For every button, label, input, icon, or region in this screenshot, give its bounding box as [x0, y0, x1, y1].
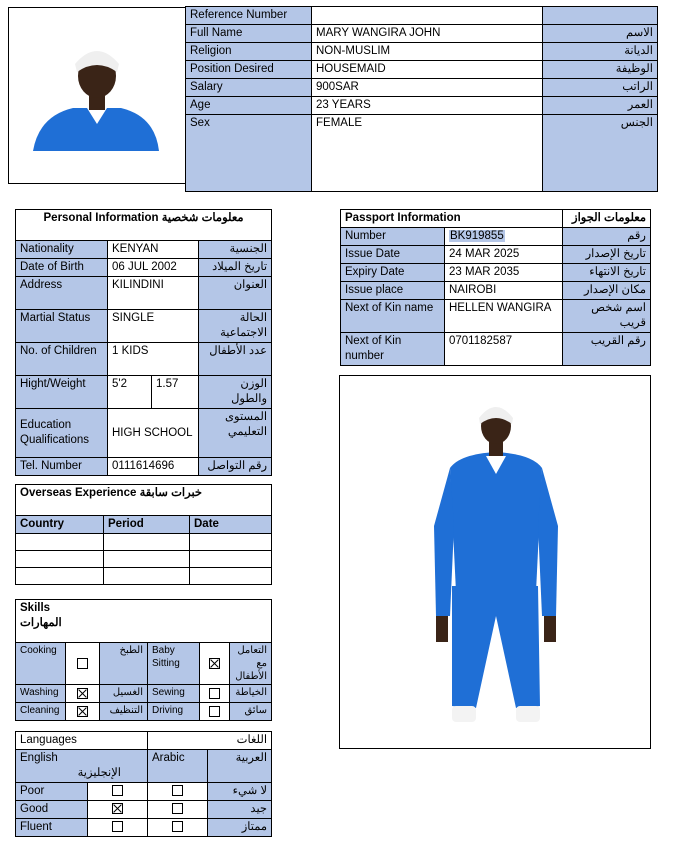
skill-sewing-ar: الخياطة [230, 685, 272, 703]
header-info-table [185, 6, 658, 192]
value-marital: SINGLE [108, 310, 199, 343]
value-expiry-date: 23 MAR 2035 [445, 264, 563, 282]
col-date: Date [190, 516, 272, 534]
level-good-ar: جيد [208, 801, 272, 819]
label-salary: Salary [186, 79, 312, 97]
table-cell [190, 568, 272, 585]
skill-driving-label: Driving [148, 703, 200, 721]
checked-checkbox-icon [77, 706, 88, 717]
skills-title [16, 600, 272, 643]
overseas-experience-table [15, 484, 272, 585]
checkbox-icon [172, 821, 183, 832]
checkbox-icon [172, 803, 183, 814]
checked-checkbox-icon [112, 803, 123, 814]
arabic-good-checkbox[interactable] [148, 801, 208, 819]
ar-kin-name: اسم شخص قريب [563, 300, 651, 333]
english-poor-checkbox[interactable] [88, 783, 148, 801]
table-cell [104, 551, 190, 568]
label-kin-number: Next of Kin number [341, 333, 445, 366]
value-reference-number [312, 7, 543, 25]
value-religion: NON-MUSLIM [312, 43, 543, 61]
value-issue-date: 24 MAR 2025 [445, 246, 563, 264]
skill-washing-label: Washing [16, 685, 66, 703]
value-kin-number: 0701182587 [445, 333, 563, 366]
english-good-checkbox[interactable] [88, 801, 148, 819]
value-sex: FEMALE [312, 115, 543, 192]
level-fluent-label: Fluent [16, 819, 88, 837]
value-address: KILINDINI [108, 277, 199, 310]
ar-expiry-date: تاريخ الانتهاء [563, 264, 651, 282]
language-arabic-ar: العربية [208, 750, 272, 783]
ar-age: العمر [543, 97, 658, 115]
arabic-poor-checkbox[interactable] [148, 783, 208, 801]
table-cell [190, 551, 272, 568]
label-age: Age [186, 97, 312, 115]
value-height: 5'2 [108, 376, 152, 409]
full-body-photo-frame [339, 375, 651, 749]
skill-babysitting-checkbox[interactable] [200, 643, 230, 685]
skill-cooking-checkbox[interactable] [66, 643, 100, 685]
passport-title-ar: معلومات الجواز [563, 210, 651, 228]
value-position: HOUSEMAID [312, 61, 543, 79]
label-tel: Tel. Number [16, 458, 108, 476]
checkbox-icon [209, 688, 220, 699]
label-issue-date: Issue Date [341, 246, 445, 264]
label-nationality: Nationality [16, 241, 108, 259]
checked-checkbox-icon [77, 688, 88, 699]
checkbox-icon [112, 785, 123, 796]
table-cell [16, 568, 104, 585]
table-cell [104, 568, 190, 585]
label-dob: Date of Birth [16, 259, 108, 277]
ar-height-weight: الوزن والطول [199, 376, 272, 409]
ar-issue-date: تاريخ الإصدار [563, 246, 651, 264]
ar-salary: الراتب [543, 79, 658, 97]
label-sex: Sex [186, 115, 312, 192]
full-body-photo [340, 376, 650, 748]
skill-cleaning-ar: التنظيف [100, 703, 148, 721]
skill-driving-checkbox[interactable] [200, 703, 230, 721]
value-tel: 0111614696 [108, 458, 199, 476]
overseas-title [16, 485, 272, 516]
ar-nationality: الجنسية [199, 241, 272, 259]
overseas-title-en: Overseas Experience [20, 487, 137, 499]
value-full-name: MARY WANGIRA JOHN [312, 25, 543, 43]
col-country: Country [16, 516, 104, 534]
level-poor-ar: لا شيء [208, 783, 272, 801]
label-full-name: Full Name [186, 25, 312, 43]
label-passport-number: Number [341, 228, 445, 246]
label-children: No. of Children [16, 343, 108, 376]
language-arabic-label: Arabic [148, 750, 208, 783]
ar-children: عدد الأطفال [199, 343, 272, 376]
level-poor-label: Poor [16, 783, 88, 801]
value-issue-place: NAIROBI [445, 282, 563, 300]
value-weight: 1.57 [152, 376, 199, 409]
skill-sewing-label: Sewing [148, 685, 200, 703]
english-fluent-checkbox[interactable] [88, 819, 148, 837]
language-english-label: English [20, 752, 58, 764]
skill-cooking-ar: الطبخ [100, 643, 148, 685]
skill-cleaning-label: Cleaning [16, 703, 66, 721]
languages-title-ar: اللغات [148, 732, 272, 750]
ar-position: الوظيفة [543, 61, 658, 79]
languages-title-en: Languages [16, 732, 148, 750]
checked-checkbox-icon [209, 658, 220, 669]
ar-education: المستوى التعليمي [199, 409, 272, 458]
checkbox-icon [172, 785, 183, 796]
ar-full-name: الاسم [543, 25, 658, 43]
arabic-fluent-checkbox[interactable] [148, 819, 208, 837]
ar-passport-number: رقم [563, 228, 651, 246]
portrait-photo-frame [8, 7, 186, 184]
checkbox-icon [77, 658, 88, 669]
col-period: Period [104, 516, 190, 534]
ar-marital: الحالة الاجتماعية [199, 310, 272, 343]
level-good-label: Good [16, 801, 88, 819]
checkbox-icon [209, 706, 220, 717]
languages-table [15, 731, 272, 837]
label-position: Position Desired [186, 61, 312, 79]
value-children: 1 KIDS [108, 343, 199, 376]
ar-tel: رقم التواصل [199, 458, 272, 476]
personal-title-en: Personal Information [43, 212, 159, 224]
skill-cooking-label: Cooking [16, 643, 66, 685]
ar-religion: الديانة [543, 43, 658, 61]
skill-washing-ar: الغسيل [100, 685, 148, 703]
label-issue-place: Issue place [341, 282, 445, 300]
personal-title-ar: معلومات شخصية [161, 212, 244, 224]
label-marital: Martial Status [16, 310, 108, 343]
label-education: Education Qualifications [16, 409, 108, 458]
skill-sewing-checkbox[interactable] [200, 685, 230, 703]
table-cell [16, 551, 104, 568]
ar-address: العنوان [199, 277, 272, 310]
ar-issue-place: مكان الإصدار [563, 282, 651, 300]
value-nationality: KENYAN [108, 241, 199, 259]
value-salary: 900SAR [312, 79, 543, 97]
label-reference-number: Reference Number [186, 7, 312, 25]
table-cell [104, 534, 190, 551]
value-education: HIGH SCHOOL [108, 409, 199, 458]
label-expiry-date: Expiry Date [341, 264, 445, 282]
language-english [16, 750, 148, 783]
value-passport-number [445, 228, 563, 246]
ar-sex: الجنس [543, 115, 658, 192]
value-kin-name: HELLEN WANGIRA [445, 300, 563, 333]
label-height-weight: Hight/Weight [16, 376, 108, 409]
ar-reference-number [543, 7, 658, 25]
table-cell [190, 534, 272, 551]
passport-title-en: Passport Information [341, 210, 563, 228]
label-religion: Religion [186, 43, 312, 61]
portrait-photo [9, 8, 185, 183]
level-fluent-ar: ممتاز [208, 819, 272, 837]
personal-info-title [16, 210, 272, 241]
passport-info-table [340, 209, 651, 366]
checkbox-icon [112, 821, 123, 832]
skill-washing-checkbox[interactable] [66, 685, 100, 703]
label-kin-name: Next of Kin name [341, 300, 445, 333]
value-age: 23 YEARS [312, 97, 543, 115]
ar-dob: تاريخ الميلاد [199, 259, 272, 277]
language-english-ar: الإنجليزية [77, 767, 122, 779]
skill-driving-ar: سائق [230, 703, 272, 721]
table-cell [16, 534, 104, 551]
skill-cleaning-checkbox[interactable] [66, 703, 100, 721]
ar-kin-number: رقم القريب [563, 333, 651, 366]
skills-title-ar: المهارات [20, 617, 62, 629]
skills-title-en: Skills [20, 602, 51, 614]
skill-babysitting-label: Baby Sitting [148, 643, 200, 685]
passport-number-highlight: BK919855 [450, 230, 504, 242]
overseas-title-ar: خبرات سابقة [139, 487, 203, 499]
skills-table [15, 599, 272, 721]
label-address: Address [16, 277, 108, 310]
personal-info-table [15, 209, 272, 476]
skill-babysitting-ar: التعامل مع الأطفال [230, 643, 272, 685]
value-dob: 06 JUL 2002 [108, 259, 199, 277]
